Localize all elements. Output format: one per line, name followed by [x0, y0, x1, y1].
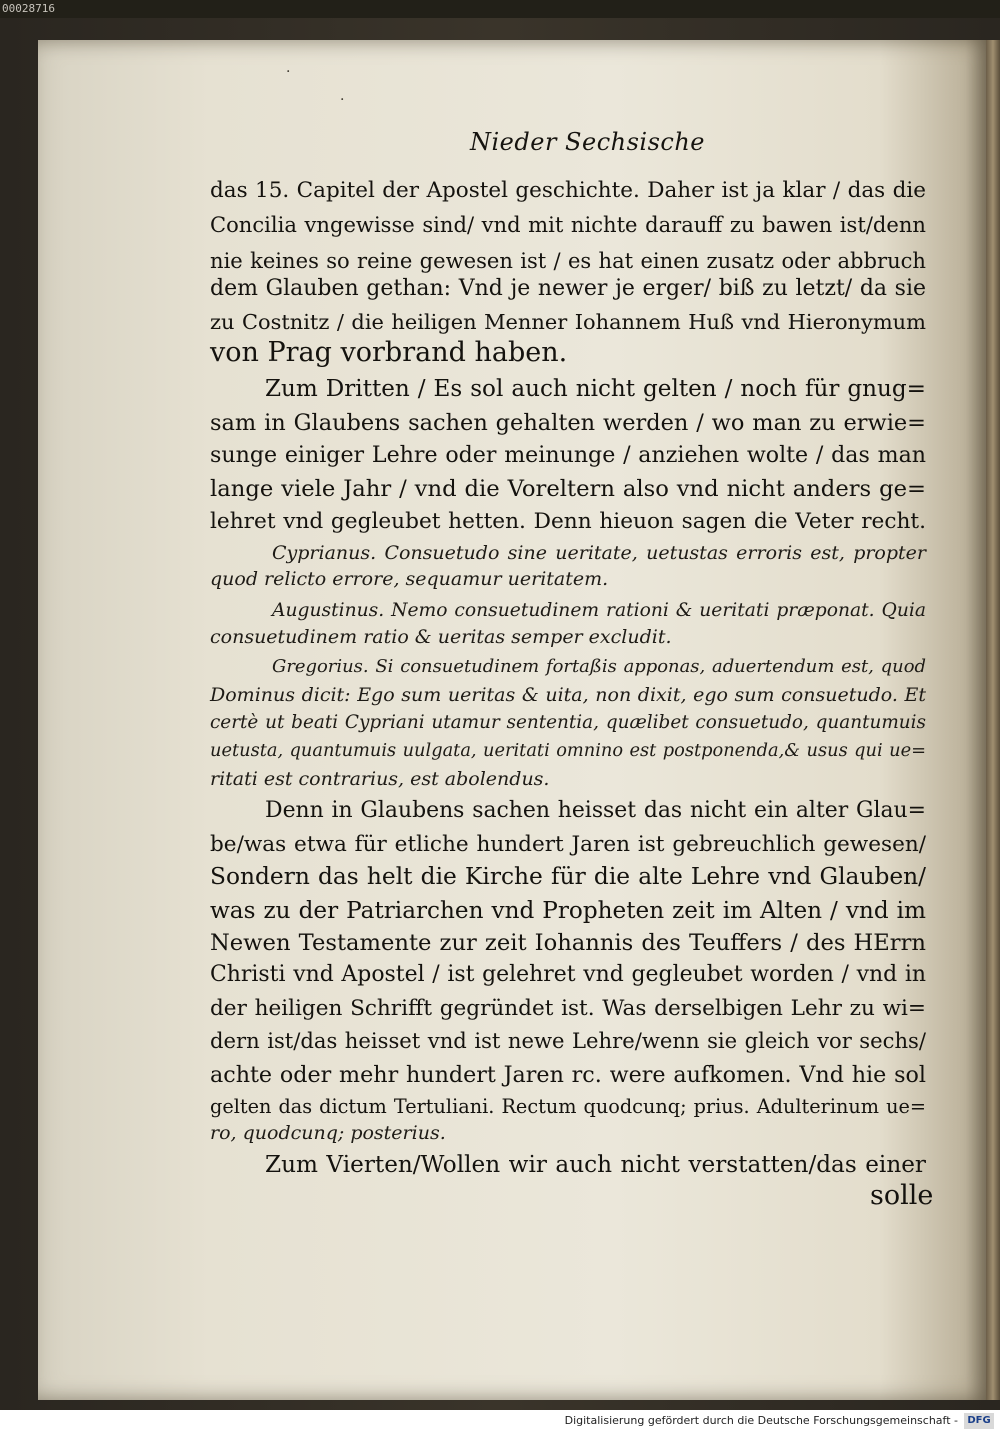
latin-quote-line: Gregorius. Si consuetudinem fortaßis apponas, aduertendum est, quod: [272, 656, 926, 677]
body-line: lehret vnd gegleubet hetten. Denn hieuon sagen die Veter recht.: [210, 509, 926, 534]
footer-bar: [0, 1410, 1000, 1434]
body-line: achte oder mehr hundert Jaren rc. were aufkomen. Vnd hie sol: [210, 1062, 926, 1088]
body-line: sunge einiger Lehre oder meinunge / anziehen wolte / das man: [210, 442, 926, 468]
running-head: Nieder Sechsische: [470, 128, 705, 156]
body-line: dem Glauben gethan: Vnd je newer je erger/ biß zu letzt/ da sie: [210, 276, 926, 301]
body-line: Denn in Glaubens sachen heisset das nicht ein alter Glau=: [265, 798, 926, 823]
page-edge: [986, 40, 1000, 1400]
page-speck: ·: [340, 92, 345, 108]
latin-quote-line: uetusta, quantumuis uulgata, ueritati omnino est postponenda,& usus qui ue=: [210, 740, 926, 761]
body-line: Newen Testamente zur zeit Iohannis des Teuffers / des HErrn: [210, 930, 926, 956]
body-line: von Prag vorbrand haben.: [210, 337, 568, 368]
dfg-logo: DFG: [964, 1413, 994, 1429]
body-line: das 15. Capitel der Apostel geschichte. Daher ist ja klar / das die: [210, 178, 926, 203]
body-line: lange viele Jahr / vnd die Voreltern also vnd nicht anders ge=: [210, 476, 926, 502]
body-line: Zum Dritten / Es sol auch nicht gelten / noch für gnug=: [265, 376, 926, 402]
latin-quote-line: Dominus dicit: Ego sum ueritas & uita, non dixit, ego sum consuetudo. Et: [210, 684, 926, 706]
latin-quote-line: Augustinus. Nemo consuetudinem rationi & ueritati præponat. Quia: [272, 600, 926, 621]
funding-notice: Digitalisierung gefördert durch die Deutsche Forschungsgemeinschaft -: [564, 1414, 958, 1427]
page-speck: ·: [286, 64, 291, 80]
body-line: nie keines so reine gewesen ist / es hat einen zusatz oder abbruch: [210, 248, 926, 273]
body-line: gelten das dictum Tertuliani. Rectum quodcunq; prius. Adulterinum ue=: [210, 1095, 926, 1118]
scan-id: 00028716: [2, 2, 55, 15]
latin-quote-line: Cyprianus. Consuetudo sine ueritate, uetustas erroris est, propter: [272, 542, 926, 564]
latin-quote-line: ro, quodcunq; posterius.: [210, 1122, 446, 1144]
body-line: Christi vnd Apostel / ist gelehret vnd gegleubet worden / vnd in: [210, 962, 926, 987]
catchword: solle: [870, 1180, 934, 1211]
body-line: sam in Glaubens sachen gehalten werden / wo man zu erwie=: [210, 410, 926, 436]
body-line: was zu der Patriarchen vnd Propheten zeit im Alten / vnd im: [210, 898, 926, 924]
latin-quote-line: quod relicto errore, sequamur ueritatem.: [210, 568, 609, 590]
latin-quote-line: certè ut beati Cypriani utamur sententia, quælibet consuetudo, quantumuis: [210, 712, 926, 733]
body-line: Sondern das helt die Kirche für die alte Lehre vnd Glauben/: [210, 863, 926, 890]
body-line: zu Costnitz / die heiligen Menner Iohannem Huß vnd Hieronymum: [210, 310, 926, 334]
latin-quote-line: ritati est contrarius, est abolendus.: [210, 768, 550, 790]
body-line: Zum Vierten/Wollen wir auch nicht verstatten/das einer: [265, 1152, 926, 1178]
body-line: dern ist/das heisset vnd ist newe Lehre/wenn sie gleich vor sechs/: [210, 1028, 926, 1053]
body-line: der heiligen Schrifft gegründet ist. Was derselbigen Lehr zu wi=: [210, 996, 926, 1021]
body-line: be/was etwa für etliche hundert Jaren ist gebreuchlich gewesen/: [210, 832, 926, 857]
body-line: Concilia vngewisse sind/ vnd mit nichte darauff zu bawen ist/denn: [210, 212, 926, 237]
latin-quote-line: consuetudinem ratio & ueritas semper excludit.: [210, 626, 672, 648]
